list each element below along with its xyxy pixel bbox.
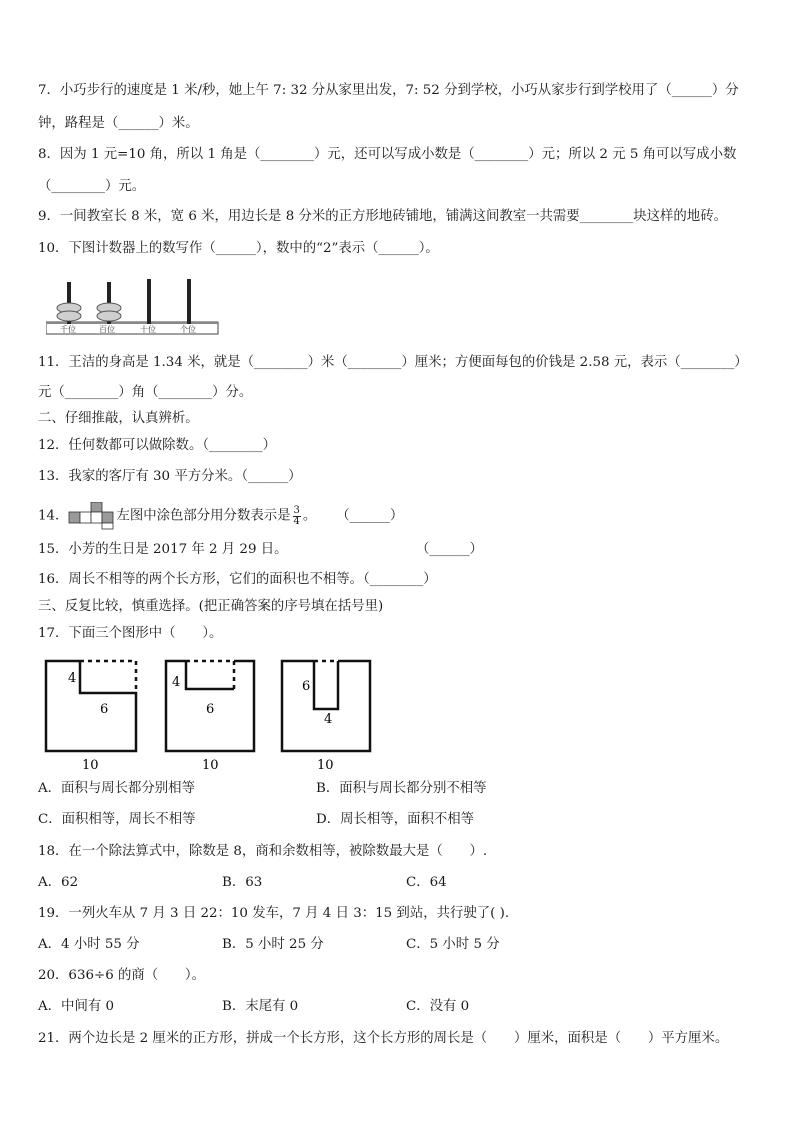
q20-option-a: A．中间有 0: [38, 999, 115, 1014]
q17-option-b: B．面积与周长都分别不相等: [316, 781, 487, 796]
q18-option-b: B．63: [222, 875, 263, 890]
abacus-figure: [46, 274, 226, 342]
q8-line2: （________）元。: [38, 179, 146, 194]
q11-line1: 11．王洁的身高是 1.34 米，就是（________）米（________）厘米；方便面每包的价钱是 2.58 元，表示（________）: [38, 355, 748, 370]
q19-option-b: B．5 小时 25 分: [222, 937, 324, 952]
abacus-label-thousands: 千位: [60, 325, 76, 334]
q17-fig3-bottom-label: 10: [317, 758, 334, 773]
q21-line: 21．两个边长是 2 厘米的正方形，拼成一个长方形，这个长方形的周长是（ ）厘米，面积是（ ）平方厘米。: [38, 1031, 729, 1046]
q17-option-d: D．周长相等，面积不相等: [316, 812, 475, 827]
q20-stem: 20．636÷6 的商（ ）。: [38, 968, 206, 983]
q8-line1: 8．因为 1 元=10 角，所以 1 角是（________）元，还可以写成小数是（________）元；所以 2 元 5 角可以写成小数: [38, 147, 737, 162]
q14-fraction-numerator: 3: [293, 504, 300, 516]
abacus-bead: [97, 311, 121, 321]
q16-line: 16．周长不相等的两个长方形，它们的面积也不相等。（________）: [38, 572, 437, 587]
section-3-heading: 三、反复比较，慎重选择。(把正确答案的序号填在括号里): [38, 599, 384, 614]
q13-line: 13．我家的客厅有 30 平方分米。（______）: [38, 469, 302, 484]
q17-fig2-side-label: 4: [172, 675, 181, 690]
abacus-label-tens: 十位: [140, 325, 156, 334]
q9-line1: 9．一间教室长 8 米，宽 6 米，用边长是 8 分米的正方形地砖铺地，铺满这间教室一共需要________块这样的地砖。: [38, 209, 727, 224]
q11-line2: 元（________）角（________）分。: [38, 385, 253, 400]
q14-fraction: [293, 506, 301, 527]
q17-fig1-side-label: 4: [68, 671, 77, 686]
q17-option-a: A．面积与周长都分别相等: [38, 781, 195, 796]
abacus-rod-ones: [187, 279, 191, 324]
q17-fig1-bottom-label: 10: [82, 758, 99, 773]
abacus-rod-tens: [147, 279, 151, 324]
q14-fraction-denominator: 4: [293, 515, 300, 527]
q18-option-c: C．64: [406, 875, 447, 890]
abacus-bead: [57, 311, 81, 321]
q17-fig3-side-label: 6: [302, 679, 311, 694]
q17-fig3-inner-label: 4: [324, 712, 333, 727]
q14-text: 左图中涂色部分用分数表示是: [116, 508, 291, 524]
q17-figure-2: [166, 661, 254, 773]
q20-option-c: C．没有 0: [406, 999, 470, 1014]
q17-stem: 17．下面三个图形中（ ）。: [38, 626, 223, 641]
q17-figures: [38, 655, 378, 775]
q12-line: 12．任何数都可以做除数。（________）: [38, 438, 276, 453]
q17-option-c: C．面积相等，周长不相等: [38, 812, 196, 827]
q15-answer-blank: （______）: [416, 542, 483, 557]
q7-line2: 钟，路程是（______）米。: [38, 116, 199, 131]
q17-fig2-bottom-label: 10: [202, 758, 219, 773]
q7-line1: 7．小巧步行的速度是 1 米/秒，她上午 7: 32 分从家里出发，7: 52 分到学校，小巧从家步行到学校用了（______）分: [38, 83, 739, 98]
section-2-heading: 二、仔细推敲，认真辨析。: [38, 411, 199, 426]
q15-line: 15．小芳的生日是 2017 年 2 月 29 日。: [38, 542, 288, 557]
abacus-label-ones: 个位: [180, 325, 196, 334]
q17-fig2-inner-label: 6: [206, 702, 215, 717]
q18-option-a: A．62: [38, 875, 79, 890]
q17-figure-3: [282, 661, 370, 773]
q10-line1: 10．下图计数器上的数写作（______），数中的“2”表示（______）。: [38, 241, 439, 256]
q19-option-c: C．5 小时 5 分: [406, 937, 500, 952]
q14-square-figure: [68, 502, 116, 530]
q17-fig1-inner-label: 6: [100, 702, 109, 717]
q17-figure-1: [46, 661, 136, 773]
q14-line: [38, 502, 403, 530]
q14-answer-blank: （______）: [336, 508, 404, 524]
q20-option-b: B．末尾有 0: [222, 999, 299, 1014]
q14-suffix: 。: [302, 508, 317, 524]
q19-stem: 19．一列火车从 7 月 3 日 22：10 发车，7 月 4 日 3：15 到站，共行驶了( ).: [38, 906, 510, 921]
q19-option-a: A．4 小时 55 分: [38, 937, 140, 952]
q14-number: 14．: [38, 508, 69, 524]
abacus-label-hundreds: 百位: [99, 325, 115, 334]
q18-stem: 18．在一个除法算式中，除数是 8，商和余数相等，被除数最大是（ ）.: [38, 844, 488, 859]
